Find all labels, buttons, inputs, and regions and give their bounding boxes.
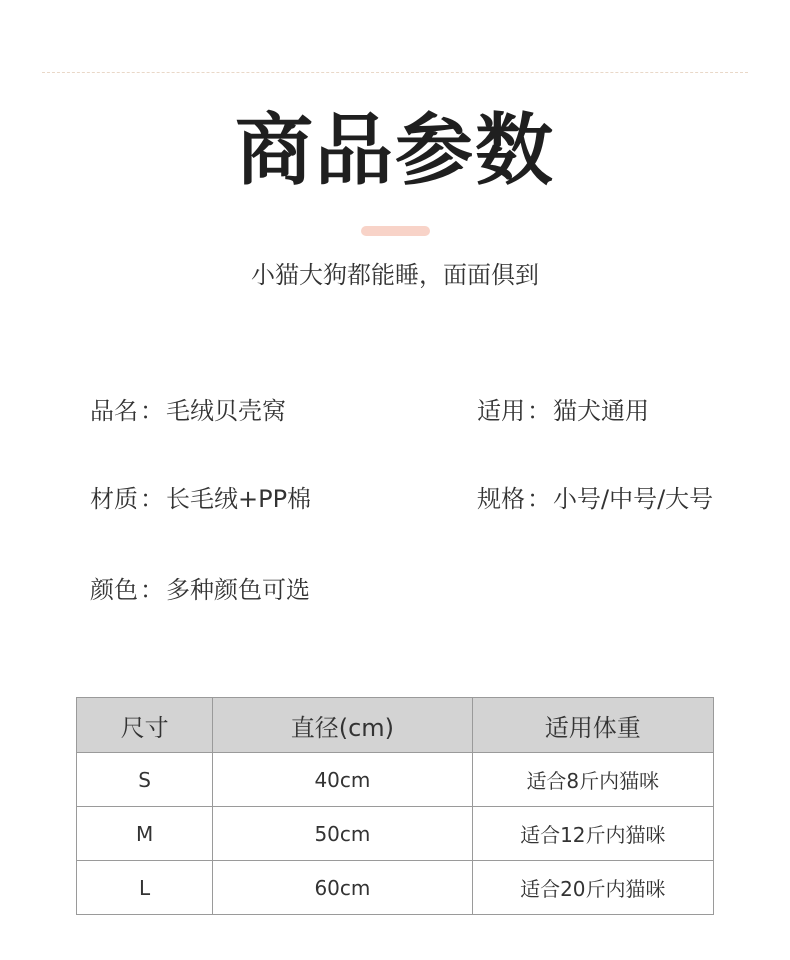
spec-value: 猫犬通用 <box>553 397 649 425</box>
spec-label: 颜色 <box>90 576 138 604</box>
size-table <box>76 697 714 915</box>
spec-label: 适用 <box>477 397 525 425</box>
spec-value: 多种颜色可选 <box>166 576 310 604</box>
spec-size <box>477 482 713 516</box>
table-cell-diameter: 60cm <box>213 861 472 915</box>
table-header-row <box>77 698 714 753</box>
spec-value: 长毛绒+PP棉 <box>166 485 312 513</box>
table-cell-diameter: 40cm <box>213 753 472 807</box>
table-row <box>77 753 714 807</box>
table-header-size: 尺寸 <box>77 698 213 753</box>
spec-separator: ： <box>527 397 551 425</box>
subtitle: 小猫大狗都能睡，面面俱到 <box>251 261 539 289</box>
table-row <box>77 861 714 915</box>
table-cell-size: L <box>77 861 213 915</box>
spec-color <box>90 573 310 607</box>
table-cell-weight: 适合12斤内猫咪 <box>472 807 713 861</box>
spec-label: 规格 <box>477 485 525 513</box>
table-cell-size: S <box>77 753 213 807</box>
table-header-weight: 适用体重 <box>472 698 713 753</box>
table-row <box>77 807 714 861</box>
spec-material <box>90 482 311 516</box>
spec-usage <box>477 394 649 428</box>
spec-separator: ： <box>140 576 164 604</box>
table-header-diameter: 直径(cm) <box>213 698 472 753</box>
spec-separator: ： <box>140 397 164 425</box>
table-cell-size: M <box>77 807 213 861</box>
page-title: 商品参数 <box>234 106 555 196</box>
accent-bar <box>361 226 430 236</box>
spec-label: 材质 <box>90 485 138 513</box>
table-cell-weight: 适合20斤内猫咪 <box>472 861 713 915</box>
spec-label: 品名 <box>90 397 138 425</box>
spec-product-name <box>90 394 286 428</box>
table-cell-weight: 适合8斤内猫咪 <box>472 753 713 807</box>
top-divider <box>42 72 748 73</box>
table-cell-diameter: 50cm <box>213 807 472 861</box>
spec-value: 小号/中号/大号 <box>553 485 714 513</box>
spec-separator: ： <box>527 485 551 513</box>
spec-value: 毛绒贝壳窝 <box>166 397 286 425</box>
spec-separator: ： <box>140 485 164 513</box>
